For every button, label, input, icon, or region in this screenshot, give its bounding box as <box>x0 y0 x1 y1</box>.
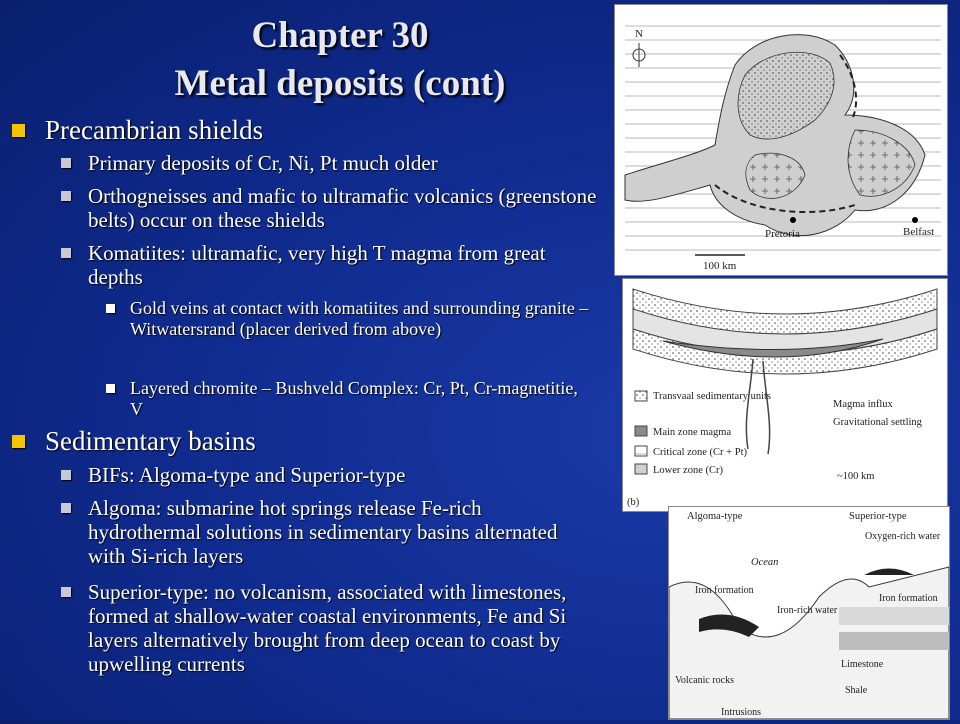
bif-figure <box>668 506 950 720</box>
algoma-type-label: Algoma-type <box>687 511 743 522</box>
bif-svg <box>669 507 949 719</box>
title-line-1: Chapter 30 <box>251 15 429 56</box>
bullet-text: Superior-type: no volcanism, associated with limestones, formed at shallow-water coastal environments, Fe and Si layers alternatively brought from deep ocean to coast by upwelling currents <box>88 580 567 676</box>
bullet-precambrian <box>45 115 263 145</box>
bullet-marker <box>12 435 25 448</box>
iron-rich-water-label: Iron-rich water <box>777 605 838 616</box>
legend-swatch-main <box>635 426 647 436</box>
bushveld-section-figure <box>622 278 948 512</box>
pretoria-dot <box>790 217 796 223</box>
legend-swatch-critical <box>635 446 647 456</box>
superior-layer-2 <box>839 632 949 650</box>
bullet-primary <box>88 151 598 175</box>
bullet-ortho <box>88 184 598 232</box>
bullet-text: Layered chromite – Bushveld Complex: Cr, Pt, Cr-magnetitie, V <box>130 378 578 419</box>
ocean-label: Ocean <box>751 557 779 568</box>
bullet-gold <box>130 298 590 340</box>
oxygen-rich-water-label: Oxygen-rich water <box>865 531 941 542</box>
legend-lower: Lower zone (Cr) <box>653 465 723 476</box>
shale-label: Shale <box>845 685 868 696</box>
map-scale-label: 100 km <box>703 260 737 272</box>
bullet-marker <box>61 503 71 513</box>
section-svg <box>623 279 947 511</box>
iron-formation-right-label: Iron formation <box>879 593 938 604</box>
volcanic-rocks-label: Volcanic rocks <box>675 675 734 686</box>
bullet-bifs <box>88 463 598 487</box>
bullet-text: Orthogneisses and mafic to ultramafic volcanics (greenstone belts) occur on these shields <box>88 184 597 232</box>
magma-influx-label: Magma influx <box>833 399 893 410</box>
bullet-sedimentary <box>45 426 256 456</box>
panel-label: (b) <box>627 497 640 508</box>
belfast-label: Belfast <box>903 226 935 238</box>
legend-swatch-lower <box>635 464 647 474</box>
bullet-text: Precambrian shields <box>45 115 264 145</box>
north-label: N <box>635 28 643 40</box>
slide-title <box>40 12 640 108</box>
bullet-marker <box>12 124 25 137</box>
bullet-komatiites <box>88 241 598 289</box>
bullet-text: Sedimentary basins <box>45 426 256 456</box>
bullet-marker <box>61 248 71 258</box>
bullet-text: Gold veins at contact with komatiites and surrounding granite – Witwatersrand (placer derived from above) <box>130 298 589 339</box>
bullet-text: BIFs: Algoma-type and Superior-type <box>88 463 406 487</box>
bullet-chromite <box>130 378 590 420</box>
settling-label: Gravitational settling <box>833 417 922 428</box>
legend-main: Main zone magma <box>653 427 732 438</box>
bullet-marker <box>61 587 71 597</box>
pretoria-label: Pretoria <box>765 228 800 240</box>
title-line-2: Metal deposits (cont) <box>174 63 506 104</box>
bullet-superior <box>88 580 598 676</box>
bullet-marker <box>106 384 115 393</box>
superior-layer-1 <box>839 607 949 625</box>
limestone-label: Limestone <box>841 659 884 670</box>
bullet-marker <box>61 470 71 480</box>
superior-type-label: Superior-type <box>849 511 907 522</box>
bullet-marker <box>61 158 71 168</box>
bullet-text: Primary deposits of Cr, Ni, Pt much older <box>88 151 438 175</box>
legend-transvaal: Transvaal sedimentary units <box>653 391 772 402</box>
intrusions-label: Intrusions <box>721 707 761 718</box>
bushveld-map-figure <box>614 4 948 276</box>
iron-formation-left-label: Iron formation <box>695 585 754 596</box>
bushveld-map-svg <box>615 5 947 275</box>
bullet-text: Algoma: submarine hot springs release Fe-rich hydrothermal solutions in sedimentary basins alternated with Si-rich layers <box>88 496 558 568</box>
legend-swatch-transvaal <box>635 391 647 401</box>
superior-iron-deposit <box>864 569 914 576</box>
bullet-marker <box>61 191 71 201</box>
section-scale-label: ~100 km <box>837 471 875 482</box>
belfast-dot <box>912 217 918 223</box>
legend-critical: Critical zone (Cr + Pt) <box>653 447 747 458</box>
bullet-algoma <box>88 496 598 568</box>
bullet-marker <box>106 304 115 313</box>
bullet-text: Komatiites: ultramafic, very high T magma from great depths <box>88 241 546 289</box>
